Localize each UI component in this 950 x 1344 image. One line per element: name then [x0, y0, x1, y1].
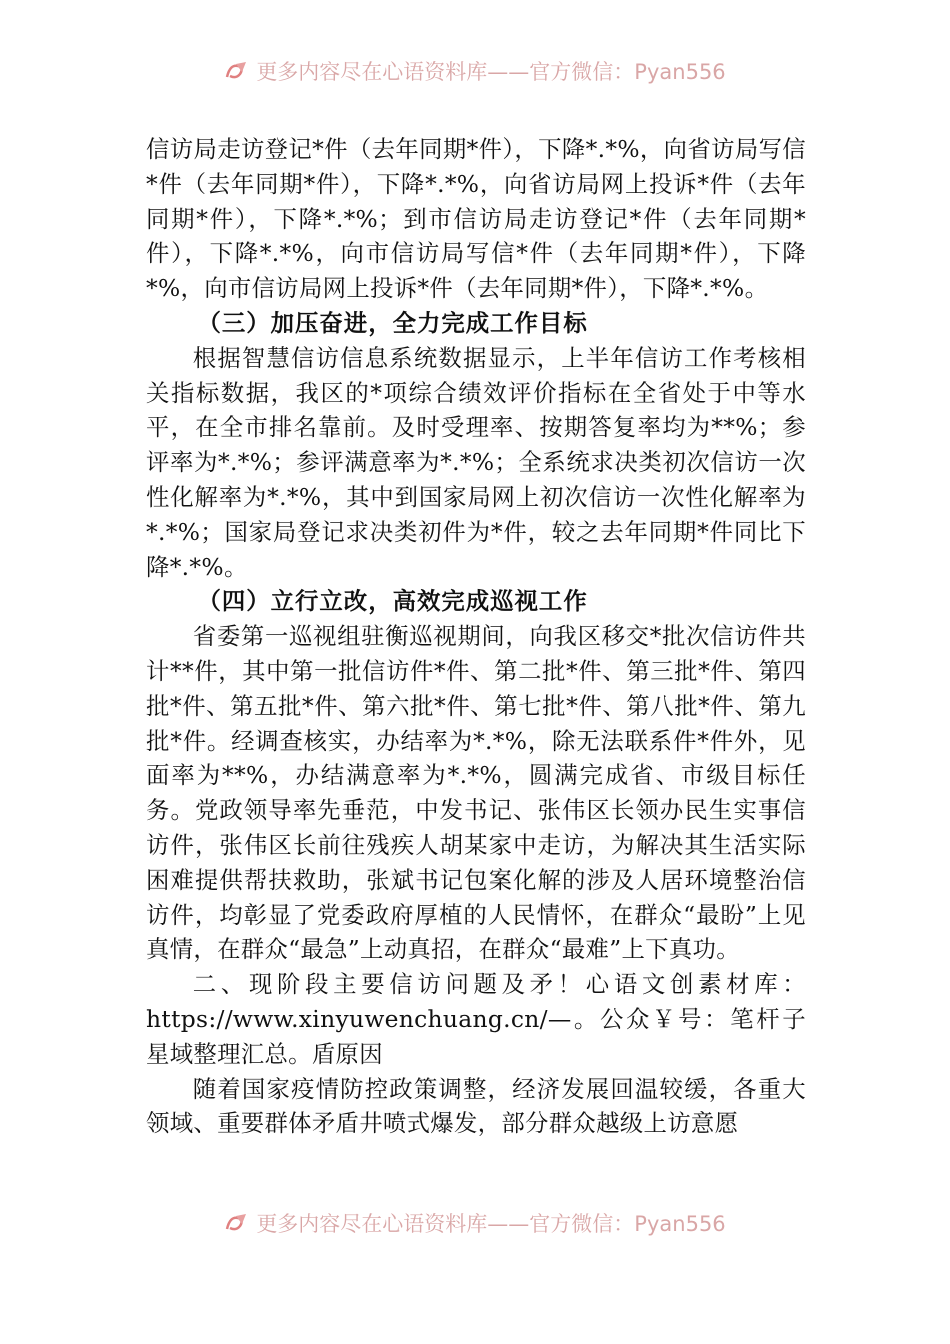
header-watermark — [0, 56, 950, 86]
watermark-text: 更多内容尽在心语资料库——官方微信：Pyan556 — [256, 1212, 726, 1236]
section-heading-3: （三）加压奋进，全力完成工作目标 — [197, 308, 588, 337]
watermark-logo-icon — [224, 1212, 250, 1234]
document-body — [146, 132, 806, 1141]
watermark-text: 更多内容尽在心语资料库——官方微信：Pyan556 — [256, 60, 726, 84]
section-heading-2: 二、现阶段主要信访问题及矛！心语文创素材库：https://www.xinyuwenchuang.cn/—。公众￥号：笔杆子星域整理汇总。盾原因 — [146, 970, 806, 1068]
footer-watermark — [0, 1208, 950, 1238]
paragraph-inspection-work: 省委第一巡视组驻衡巡视期间，向我区移交*批次信访件共计**件，其中第一批信访件*件、第二批*件、第三批*件、第四批*件、第五批*件、第六批*件、第七批*件、第八批*件、第九批*件。经调查核实，办结率为*.*%，除无法联系件*件外，见面率为**%，办结满意率为*.*%，圆满完成省、市级目标任务。党政领导率先垂范，中发书记、张伟区长领办民生实事信访件，张伟区长前往残疾人胡某家中走访，为解决其生活实际困难提供帮扶救助，张斌书记包案化解的涉及人居环境整治信访件，均彰显了党委政府厚植的人民情怀，在群众“最盼”上见真情，在群众“最急”上动真招，在群众“最难”上下真功。 — [146, 622, 806, 964]
watermark-logo-icon — [224, 60, 250, 82]
paragraph-current-issues: 随着国家疫情防控政策调整，经济发展回温较缓，各重大领域、重要群体矛盾井喷式爆发，部分群众越级上访意愿 — [146, 1074, 806, 1138]
section-heading-4: （四）立行立改，高效完成巡视工作 — [197, 587, 588, 616]
paragraph-continuation: 信访局走访登记*件（去年同期*件），下降*.*%，向省访局写信*件（去年同期*件），下降*.*%，向省访局网上投诉*件（去年同期*件），下降*.*%；到市信访局走访登记*件（去年同期*件），下降*.*%，向市信访局写信*件（去年同期*件），下降*%，向市信访局网上投诉*件（去年同期*件），下降*.*%。 — [146, 135, 806, 303]
paragraph-work-targets: 根据智慧信访信息系统数据显示，上半年信访工作考核相关指标数据，我区的*项综合绩效评价指标在全省处于中等水平，在全市排名靠前。及时受理率、按期答复率均为**%；参评率为*.*%；参评满意率为*.*%；全系统求决类初次信访一次性化解率为*.*%，其中到国家局网上初次信访一次性化解率为*.*%；国家局登记求决类初件为*件，较之去年同期*件同比下降*.*%。 — [146, 343, 806, 581]
